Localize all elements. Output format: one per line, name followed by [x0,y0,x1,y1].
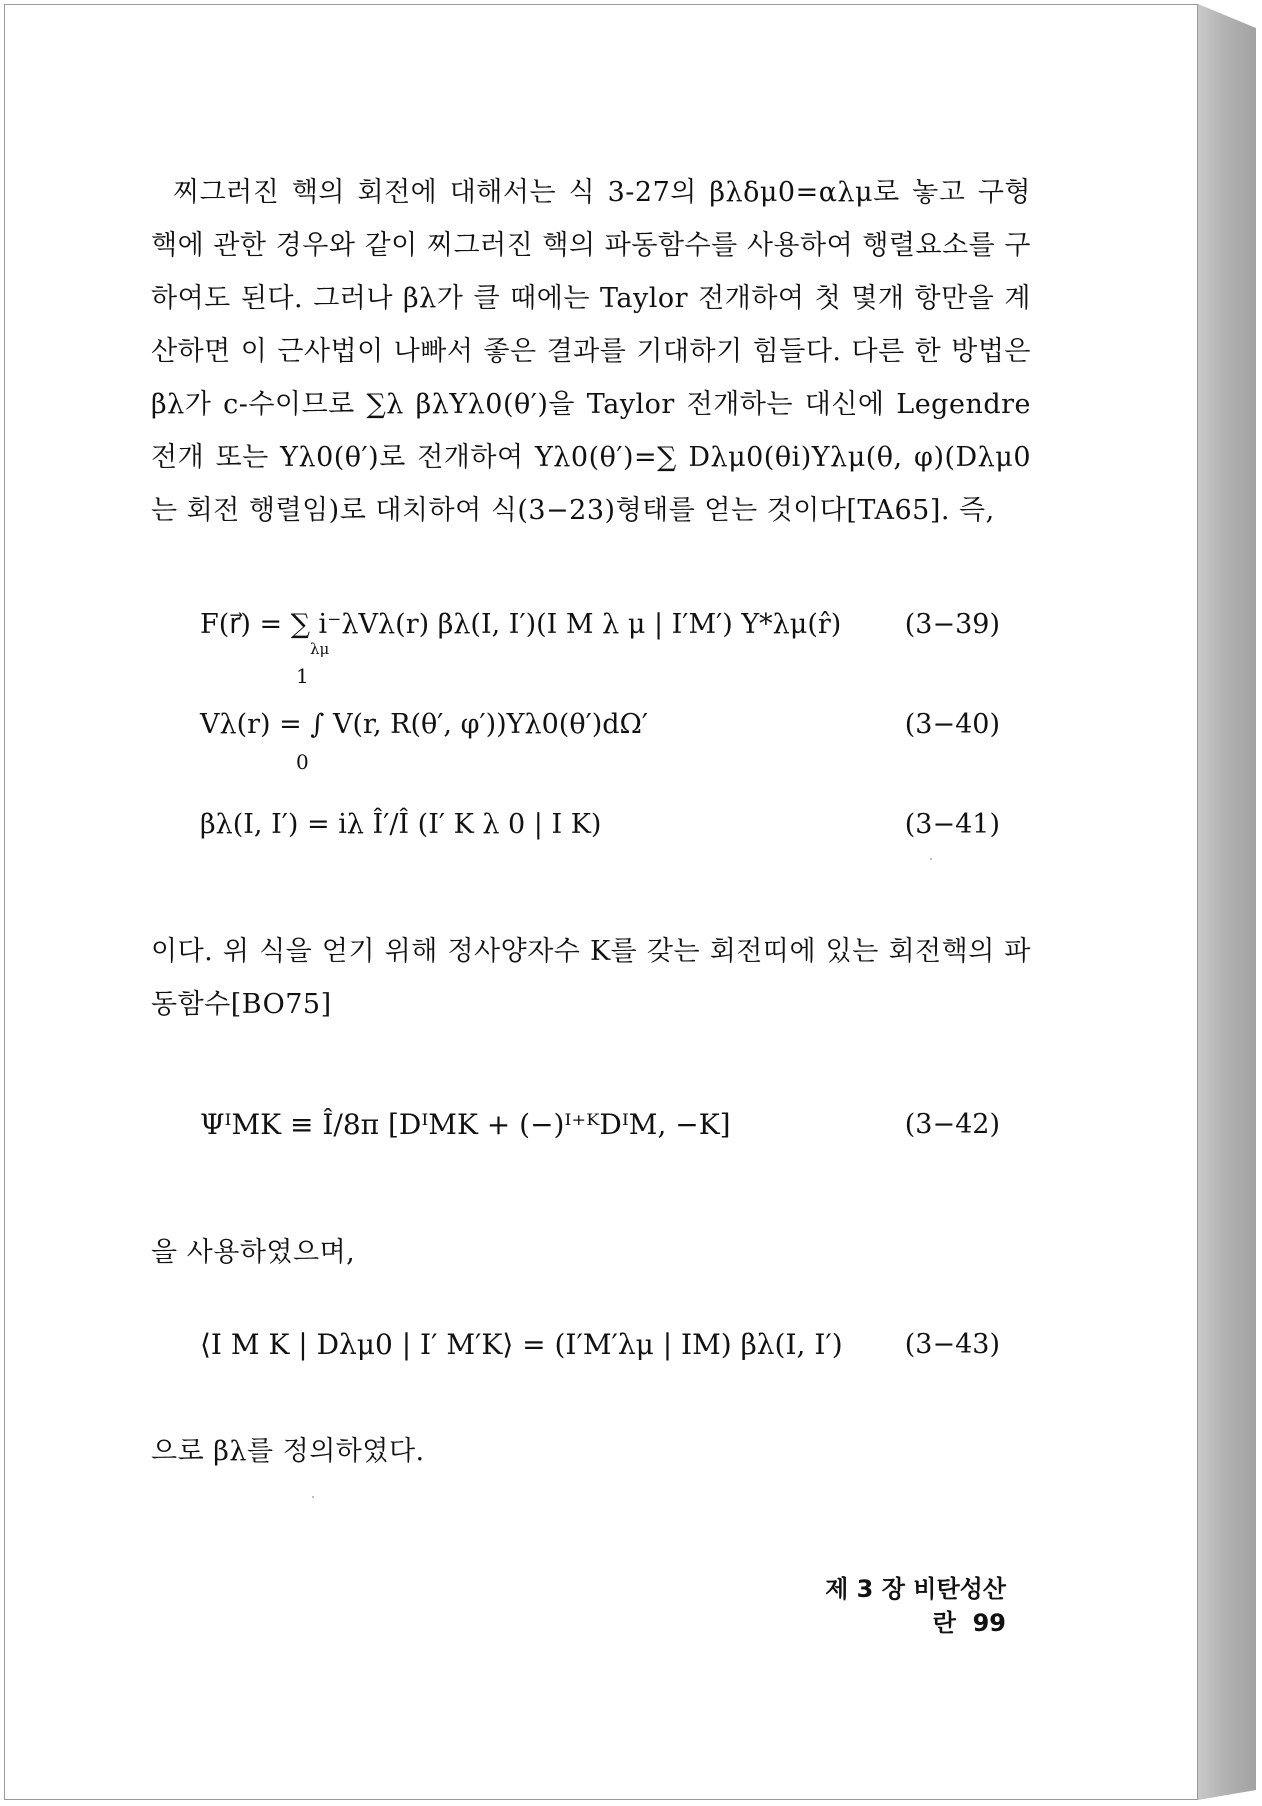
equation-number: (3−41) [904,809,1000,840]
equation-number: (3−39) [904,609,1000,640]
page-footer [760,1572,1006,1640]
equation-3-42 [200,1100,1000,1150]
equation-3-41 [200,800,1000,850]
paragraph-definition: 으로 βλ를 정의하였다. [151,1436,425,1467]
integral-upper-limit: 1 [296,664,309,688]
page-number: 99 [972,1609,1006,1637]
equation-number: (3−40) [904,709,1000,740]
equation-3-39 [200,600,1000,658]
paragraph-wavefunction: 이다. 위 식을 얻기 위해 정사양자수 K를 갖는 회전띠에 있는 회전핵의 파동함수[BO75] [151,936,1031,1020]
equation-3-41-body: βλ(I, I′) = iλ Î′/Î (I′ K λ 0 | I K) [200,809,602,840]
sum-subscript: λμ [310,640,330,658]
equation-3-42-body: ΨᴵMK ≡ Î/8π [DᴵMK + (−)ᴵ⁺ᴷDᴵM, −K] [200,1108,731,1141]
equation-3-43-body: ⟨I M K | Dλμ0 | I′ M′K⟩ = (I′M′λμ | IM) βλ(I, I′) [200,1328,843,1361]
equation-number: (3−43) [904,1329,1000,1360]
chapter-title: 제 3 장 비탄성산란 [825,1575,1006,1637]
equation-3-40-body: Vλ(r) = ∫ V(r, R(θ′, φ′))Yλ0(θ′)dΩ′ [200,709,649,740]
equation-3-40 [200,664,1000,774]
scan-speck [312,1496,314,1498]
scan-speck [930,858,932,860]
equation-3-39-body: F(r⃗) = ∑ i⁻λVλ(r) βλ(I, I′)(I M λ μ | I′M′) Y*λμ(r̂) [200,609,842,640]
page-stack-edge [1198,4,1256,1800]
integral-lower-limit: 0 [296,750,309,774]
paragraph-used: 을 사용하였으며, [151,1237,356,1268]
equation-3-43 [200,1320,1000,1370]
equation-number: (3−42) [904,1109,1000,1140]
paragraph-intro: 찌그러진 핵의 회전에 대해서는 식 3-27의 βλδμ0=αλμ로 놓고 구형 핵에 관한 경우와 같이 찌그러진 핵의 파동함수를 사용하여 행렬요소를 구하여도 된다. 그러나 βλ가 클 때에는 Taylor 전개하여 첫 몇개 항만을 계산하면 이 근사법이 나빠서 좋은 결과를 기대하기 힘들다. 다른 한 방법은 βλ가 c-수이므로 ∑λ βλYλ0(θ′)을 Taylor 전개하는 대신에 Legendre 전개 또는 Yλ0(θ′)로 전개하여 Yλ0(θ′)=∑ Dλμ0(θi)Yλμ(θ, φ)(Dλμ0는 회전 행렬임)로 대치하여 식(3−23)형태를 얻는 것이다[TA65]. 즉, [151,177,1031,526]
